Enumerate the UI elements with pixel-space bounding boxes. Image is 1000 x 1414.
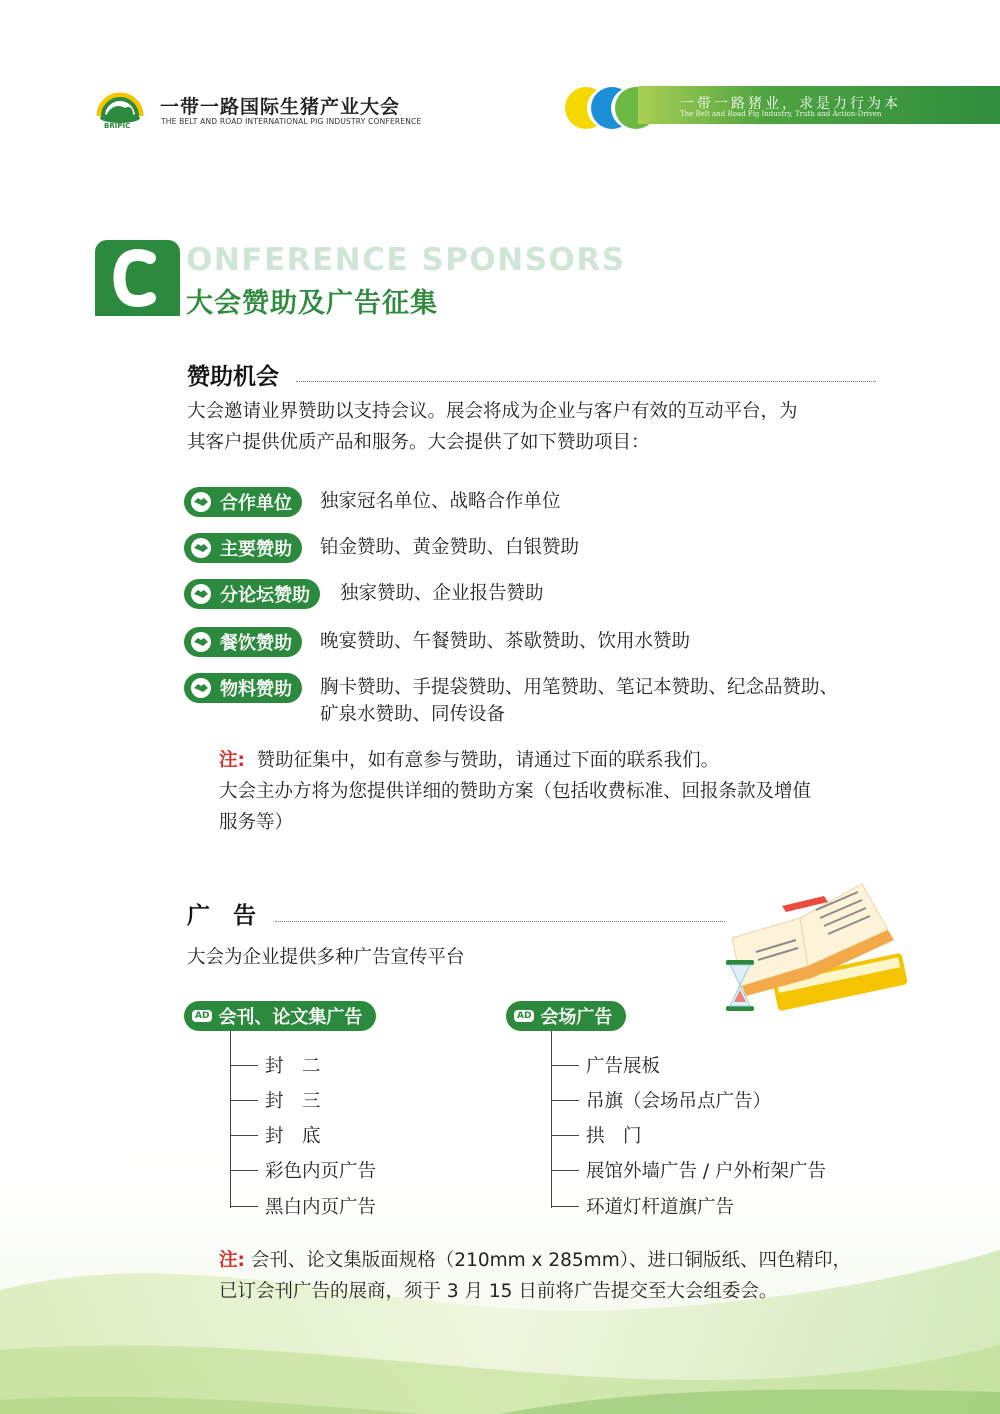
- sponsor-label: 分论坛赞助: [220, 585, 310, 606]
- ad-item: 封 二: [265, 1056, 321, 1077]
- tree-trunk: [230, 1031, 231, 1208]
- advertising-intro: 大会为企业提供多种广告宣传平台: [187, 947, 465, 968]
- conference-title-en: THE BELT AND ROAD INTERNATIONAL PIG INDUSTRY CONFERENCE: [161, 117, 422, 126]
- ad-item: 封 底: [265, 1126, 321, 1147]
- handshake-icon: [190, 537, 212, 559]
- sponsor-text: 晚宴赞助、午餐赞助、茶歇赞助、饮用水赞助: [320, 631, 691, 652]
- ad-item: 封 三: [265, 1091, 321, 1112]
- sponsor-label: 餐饮赞助: [220, 633, 292, 654]
- sponsor-pill-materials: [184, 673, 302, 703]
- note-line-2: 大会主办方将为您提供详细的赞助方案（包括收费标准、回报条款及增值: [219, 781, 812, 802]
- heading-dotted-rule: [275, 921, 725, 922]
- sponsor-label: 主要赞助: [220, 539, 292, 560]
- tree-branch: [230, 1100, 258, 1101]
- ad-note-line-1: 会刊、论文集版面规格（210mm x 285mm）、进口铜版纸、四色精印，: [250, 1250, 851, 1271]
- handshake-icon: [190, 677, 212, 699]
- note-label: 注:: [219, 1250, 245, 1271]
- intro-line-2: 其客户提供优质产品和服务。大会提供了如下赞助项目：: [187, 432, 650, 453]
- sponsorship-note: [219, 745, 899, 838]
- note-label: 注:: [219, 750, 245, 771]
- sponsor-pill-forum: [184, 579, 320, 609]
- ad-badge-icon: AD: [192, 1010, 212, 1022]
- sponsor-label: 物料赞助: [220, 679, 292, 700]
- tree-branch: [551, 1135, 579, 1136]
- sponsor-label: 合作单位: [220, 493, 292, 514]
- advertising-heading: 广 告: [187, 903, 256, 929]
- section-title-cn: 大会赞助及广告征集: [186, 288, 438, 319]
- ad-item: 彩色内页广告: [265, 1161, 377, 1182]
- ad-item: 环道灯杆道旗广告: [586, 1197, 735, 1218]
- sponsorship-intro: [187, 396, 887, 458]
- ad-item: 黑白内页广告: [265, 1197, 377, 1218]
- sponsor-text: 独家冠名单位、战略合作单位: [320, 491, 561, 512]
- ad-item: 广告展板: [586, 1056, 661, 1077]
- section-letter-c-icon: [95, 240, 180, 316]
- tree-branch: [230, 1170, 258, 1171]
- sponsor-text: 独家赞助、企业报告赞助: [340, 583, 544, 604]
- logo-text: BRIPIC: [104, 122, 131, 130]
- tree-branch: [230, 1135, 258, 1136]
- handshake-icon: [190, 583, 212, 605]
- ad-group-journal-pill: [184, 1001, 376, 1031]
- ad-note-line-2: 已订会刊广告的展商，须于 3 月 15 日前将广告提交至大会组委会。: [219, 1281, 778, 1302]
- sponsor-pill-main: [184, 533, 302, 563]
- ad-group-venue-pill: [506, 1001, 626, 1031]
- ad-group-label: 会刊、论文集广告: [218, 1007, 363, 1028]
- tree-branch: [551, 1170, 579, 1171]
- ad-item: 展馆外墙广告 / 户外桁架广告: [586, 1161, 826, 1182]
- sponsorship-heading: 赞助机会: [187, 364, 279, 390]
- tree-branch: [551, 1065, 579, 1066]
- section-title-en: ONFERENCE SPONSORS: [186, 242, 626, 278]
- handshake-icon: [190, 491, 212, 513]
- ad-badge-icon: AD: [514, 1010, 534, 1022]
- slogan-en: The Belt and Road Pig Industry, Truth and Action-Driven: [680, 110, 882, 118]
- open-book-illustration-icon: [712, 878, 912, 1014]
- sponsor-text: 铂金赞助、黄金赞助、白银赞助: [320, 537, 580, 558]
- tree-branch: [230, 1206, 258, 1207]
- sponsor-pill-partner: [184, 487, 302, 517]
- ad-group-label: 会场广告: [540, 1007, 613, 1028]
- note-line-1: 赞助征集中，如有意参与赞助，请通过下面的联系我们。: [256, 750, 720, 771]
- tree-branch: [551, 1100, 579, 1101]
- tree-branch: [230, 1065, 258, 1066]
- ad-item: 吊旗（会场吊点广告）: [586, 1091, 772, 1112]
- conference-title-cn: 一带一路国际生猪产业大会: [160, 96, 401, 118]
- tree-branch: [551, 1206, 579, 1207]
- tree-trunk: [551, 1031, 552, 1208]
- ad-item: 拱 门: [586, 1126, 642, 1147]
- intro-line-1: 大会邀请业界赞助以支持会议。展会将成为企业与客户有效的互动平台，为: [187, 401, 798, 422]
- handshake-icon: [190, 631, 212, 653]
- slogan-cn: 一带一路猪业，求是力行为本: [680, 96, 901, 112]
- heading-dotted-rule: [296, 381, 876, 382]
- sponsor-pill-catering: [184, 627, 302, 657]
- sponsor-text-continued: 矿泉水赞助、同传设备: [320, 704, 506, 725]
- sponsor-text: 胸卡赞助、手提袋赞助、用笔赞助、笔记本赞助、纪念品赞助、: [320, 677, 839, 698]
- advertising-note: [219, 1245, 919, 1307]
- note-line-3: 服务等）: [219, 812, 294, 833]
